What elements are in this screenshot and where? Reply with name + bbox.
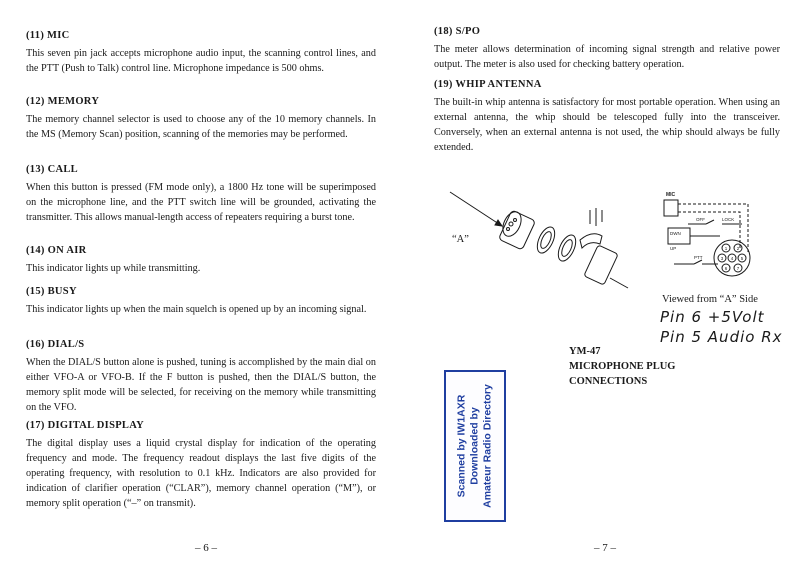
section-digital-display	[26, 420, 376, 511]
up-label: UP	[670, 246, 677, 251]
section-body: This indicator lights up when the main squelch is opened up by an incoming signal.	[26, 304, 367, 315]
cable	[610, 278, 628, 288]
section-dial-s	[26, 339, 376, 415]
dwn-label: DWN	[670, 231, 681, 236]
scanner-stamp	[444, 370, 506, 522]
pin-6: 6	[724, 266, 728, 271]
pin-7: 7	[736, 266, 740, 271]
pin-4: 4	[730, 256, 734, 261]
handwritten-note-1: Pin 6 +5Volt	[660, 308, 765, 326]
label-a: “A”	[452, 234, 469, 245]
plug-wiring-schematic	[660, 188, 770, 288]
ptt-switch	[674, 260, 718, 264]
stamp-line-3: Amateur Radio Directory	[481, 384, 494, 508]
section-body: The digital display uses a liquid crystal display for indication of the operating frequency and mode. The frequency readout displays the last five digits of the operating frequency, with resolution to 0.1 kHz. Indicators are also provided for indication of clarifier operation (“CLAR”), memory channel operation (“M”), or memory split operation (“–” on transmit).	[26, 438, 376, 509]
section-title: (17) DIGITAL DISPLAY	[26, 420, 145, 431]
figure-caption	[569, 344, 675, 389]
coupling-nut	[555, 232, 580, 263]
lock-label: LOCK	[722, 217, 735, 222]
section-title: (19) WHIP ANTENNA	[434, 79, 542, 90]
section-body: The built-in whip antenna is satisfactory for most portable operation. When using an external antenna, the whip should be telescoped fully into the transceiver. Conversely, when an external antenna is not used, the whip should always be fully extended.	[434, 97, 780, 153]
section-body: This indicator lights up while transmitting.	[26, 263, 201, 274]
section-body: When this button is pressed (FM mode only), a 1800 Hz tone will be superimposed on the microphone line, and the PTT switch line will be grounded, activating the transmitter. This allows manual-length access of repeaters requiring a burst tone.	[26, 182, 376, 223]
view-arrow-head	[495, 220, 502, 226]
section-title: (14) ON AIR	[26, 245, 87, 256]
section-mic	[26, 30, 376, 76]
page-number: – 6 –	[195, 542, 217, 554]
clamp-screws	[590, 208, 602, 226]
section-title: (13) CALL	[26, 164, 78, 175]
stamp-line-2: Downloaded by	[468, 407, 481, 485]
section-title: (18) S/PO	[434, 26, 481, 37]
stamp-line-1: Scanned by IW1AXR	[455, 394, 468, 498]
pin-5: 5	[740, 256, 744, 261]
plug-exploded-drawing	[440, 188, 640, 298]
ptt-label: PTT	[694, 255, 703, 260]
section-whip-antenna	[434, 79, 780, 155]
section-memory	[26, 96, 376, 142]
page-number: – 7 –	[594, 542, 616, 554]
view-arrow	[450, 192, 502, 226]
section-call	[26, 164, 376, 225]
mic-label: MIC	[666, 192, 676, 198]
handwritten-note-2: Pin 5 Audio Rx	[660, 328, 783, 346]
lock-ring	[534, 224, 559, 255]
section-body: The meter allows determination of incoming signal strength and relative power output. The meter is also used for checking battery operation.	[434, 44, 780, 70]
left-page	[0, 0, 396, 561]
view-caption: Viewed from “A” Side	[662, 294, 758, 305]
section-body: This seven pin jack accepts microphone audio input, the scanning control lines, and the PTT (Push to Talk) control line. Microphone impedance is 500 ohms.	[26, 48, 376, 74]
pin-3: 3	[720, 256, 724, 261]
plug-shell	[584, 245, 618, 285]
section-body: When the DIAL/S button alone is pushed, tuning is accomplished by the main dial on either VFO-A or VFO-B. If the F button is pushed, then the DIAL/S button, the memory split mode will be selected, for receiving on the memory while transmitting on the VFO.	[26, 357, 376, 413]
pin-1: 1	[724, 246, 728, 251]
caption-model: YM-47	[569, 346, 601, 357]
pin-2: 2	[736, 246, 740, 251]
section-title: (12) MEMORY	[26, 96, 100, 107]
off-label: OFF	[696, 217, 705, 222]
section-title: (15) BUSY	[26, 286, 77, 297]
plug-body-front	[498, 210, 535, 250]
plug-face	[499, 209, 524, 239]
section-s-po	[434, 26, 780, 72]
section-title: (16) DIAL/S	[26, 339, 85, 350]
caption-line-1: MICROPHONE PLUG	[569, 361, 676, 372]
section-body: The memory channel selector is used to choose any of the 10 memory channels. In the MS (Memory Scan) position, scanning of the memories may be performed.	[26, 114, 376, 140]
section-busy	[26, 286, 376, 317]
section-on-air	[26, 245, 376, 276]
mic-element	[664, 200, 678, 216]
stamp-text	[456, 376, 495, 516]
caption-line-2: CONNECTIONS	[569, 376, 648, 387]
section-title: (11) MIC	[26, 30, 70, 41]
